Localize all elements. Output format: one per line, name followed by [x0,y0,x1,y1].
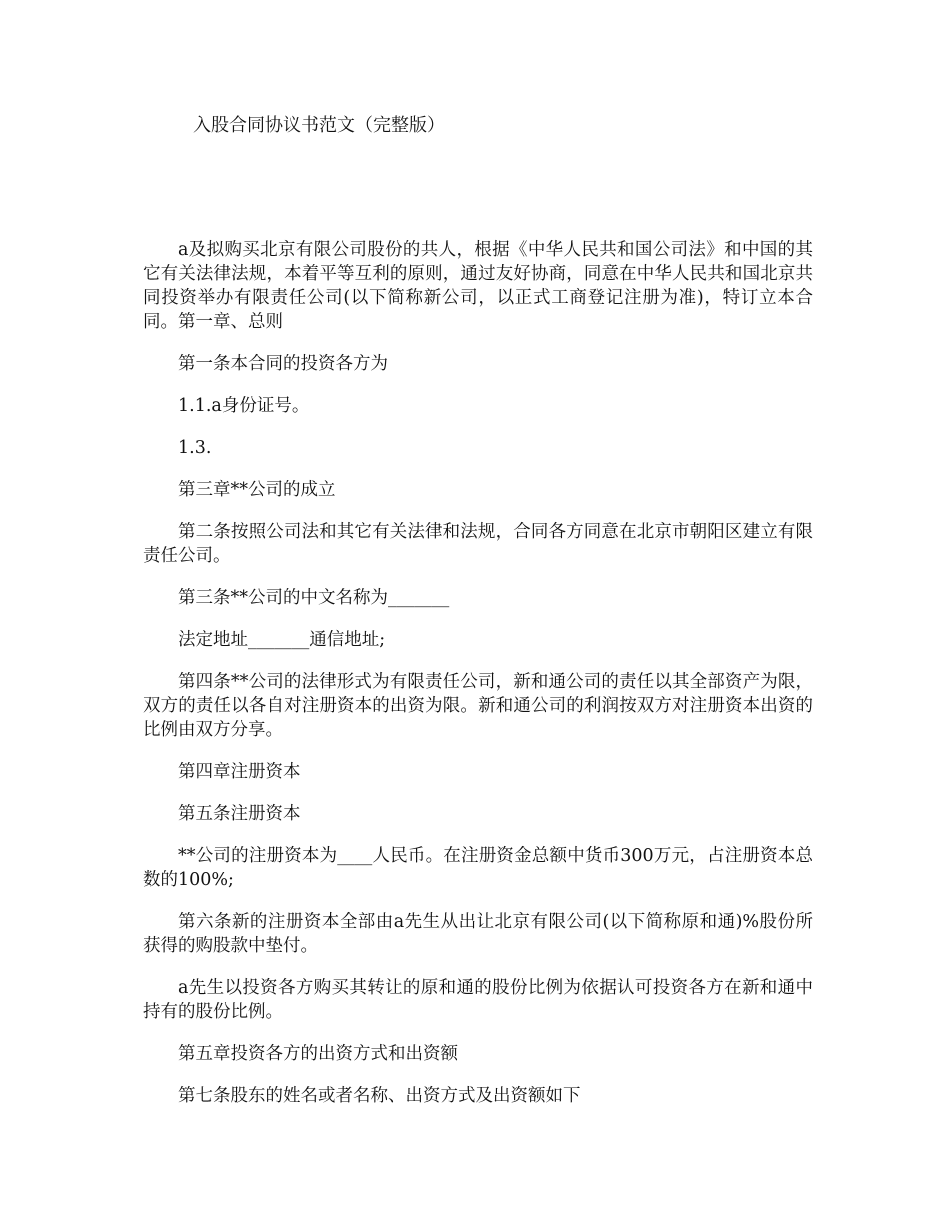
paragraph-article-5: 第五条注册资本 [178,804,301,824]
paragraph-registered-capital: **公司的注册资本为____人民币。在注册资金总额中货币300万元，占注册资本总数的100%; [143,846,813,890]
paragraph-chapter-4: 第四章注册资本 [178,762,301,782]
paragraph-article-1: 第一条本合同的投资各方为 [178,354,388,374]
paragraph-article-6: 第六条新的注册资本全部由a先生从出让北京有限公司(以下简称原和通)%股份所获得的购股款中垫付。 [143,912,813,956]
paragraph-share-ratio: a先生以投资各方购买其转让的原和通的股份比例为依据认可投资各方在新和通中持有的股份比例。 [143,978,813,1022]
paragraph-address: 法定地址_______通信地址; [178,630,386,650]
paragraph-item-1-1: 1.1.a身份证号。 [178,396,310,416]
paragraph-article-2: 第二条按照公司法和其它有关法律和法规，合同各方同意在北京市朝阳区建立有限责任公司。 [143,522,813,566]
paragraph-article-3: 第三条**公司的中文名称为_______ [178,588,450,608]
paragraph-item-1-3: 1.3. [178,438,212,458]
document-title: 入股合同协议书范文（完整版） [193,115,445,136]
paragraph-article-7: 第七条股东的姓名或者名称、出资方式及出资额如下 [178,1086,581,1106]
paragraph-chapter-3: 第三章**公司的成立 [178,480,336,500]
paragraph-chapter-5: 第五章投资各方的出资方式和出资额 [178,1044,458,1064]
paragraph-intro: a及拟购买北京有限公司股份的共人，根据《中华人民共和国公司法》和中国的其它有关法律法规，本着平等互利的原则，通过友好协商，同意在中华人民共和国北京共同投资举办有限责任公司(以下简称新公司，以正式工商登记注册为准)，特订立本合同。第一章、总则 [143,240,813,332]
paragraph-article-4: 第四条**公司的法律形式为有限责任公司，新和通公司的责任以其全部资产为限，双方的责任以各自对注册资本的出资为限。新和通公司的利润按双方对注册资本出资的比例由双方分享。 [143,672,813,740]
document-body [143,238,813,1126]
